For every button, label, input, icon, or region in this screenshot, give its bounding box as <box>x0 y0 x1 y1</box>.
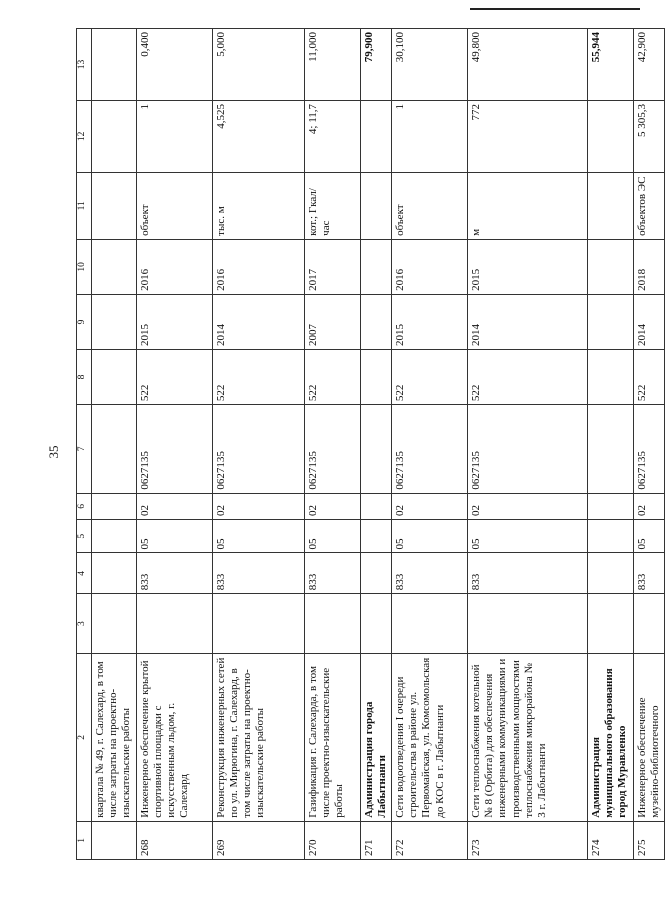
column-header-11: 11 <box>77 172 92 239</box>
cell-col-1: 273 <box>467 821 587 859</box>
cell-col-7: 0627135 <box>633 405 664 494</box>
column-header-3: 3 <box>77 594 92 654</box>
cell-col-5 <box>360 519 391 553</box>
cell-col-8: 522 <box>391 349 467 404</box>
rotated-table-wrapper <box>76 28 662 860</box>
cell-col-4: 833 <box>304 553 360 594</box>
cell-col-8: 522 <box>467 349 587 404</box>
cell-col-2: Администрация муниципального образования город Муравленко <box>587 654 633 822</box>
cell-col-12: 4,525 <box>212 100 304 172</box>
column-header-2: 2 <box>77 654 92 822</box>
cell-col-5: 05 <box>391 519 467 553</box>
cell-col-3 <box>212 594 304 654</box>
cell-col-7: 0627135 <box>467 405 587 494</box>
cell-col-5: 05 <box>467 519 587 553</box>
cell-col-6: 02 <box>467 493 587 519</box>
cell-col-4 <box>92 553 137 594</box>
cell-col-7: 0627135 <box>304 405 360 494</box>
column-header-6: 6 <box>77 493 92 519</box>
cell-col-2: Администрация города Лабытнанги <box>360 654 391 822</box>
cell-col-4: 833 <box>212 553 304 594</box>
cell-col-9 <box>92 294 137 349</box>
cell-col-12 <box>360 100 391 172</box>
cell-col-11: объект <box>136 172 212 239</box>
cell-col-2: Газификация г. Салехарда, в том числе проектно-изыскательские работы <box>304 654 360 822</box>
cell-col-10 <box>360 239 391 294</box>
cell-col-2: Реконструкция инженерных сетей по ул. Мирюгина, г. Салехард, в том числе затраты на проектно-изыскательские работы <box>212 654 304 822</box>
column-header-4: 4 <box>77 553 92 594</box>
cell-col-9: 2015 <box>391 294 467 349</box>
cell-col-2: квартала № 49, г. Салехард, в том числе затраты на проектно-изыскательские работы <box>92 654 137 822</box>
table-row <box>304 29 360 860</box>
cell-col-6: 02 <box>212 493 304 519</box>
cell-col-13: 79,900 <box>360 29 391 101</box>
cell-col-4: 833 <box>467 553 587 594</box>
cell-col-10: 2016 <box>391 239 467 294</box>
cell-col-7: 0627135 <box>391 405 467 494</box>
cell-col-4 <box>587 553 633 594</box>
cell-col-10: 2015 <box>467 239 587 294</box>
table-row <box>467 29 587 860</box>
cell-col-4 <box>360 553 391 594</box>
cell-col-10: 2017 <box>304 239 360 294</box>
cell-col-4: 833 <box>391 553 467 594</box>
cell-col-8: 522 <box>633 349 664 404</box>
table-row <box>92 29 137 860</box>
column-header-13: 13 <box>77 29 92 101</box>
cell-col-3 <box>92 594 137 654</box>
cell-col-12 <box>587 100 633 172</box>
cell-col-13: 30,100 <box>391 29 467 101</box>
cell-col-7: 0627135 <box>212 405 304 494</box>
cell-col-6: 02 <box>136 493 212 519</box>
cell-col-7 <box>92 405 137 494</box>
cell-col-1: 271 <box>360 821 391 859</box>
column-header-10: 10 <box>77 239 92 294</box>
cell-col-8 <box>360 349 391 404</box>
column-header-12: 12 <box>77 100 92 172</box>
column-header-5: 5 <box>77 519 92 553</box>
cell-col-7: 0627135 <box>136 405 212 494</box>
cell-col-5: 05 <box>136 519 212 553</box>
top-rule <box>470 8 640 10</box>
cell-col-2: Сети водоотведения I очереди строительства в районе ул. Первомайская, ул. Комсомольская до КОС в г. Лабытнанги <box>391 654 467 822</box>
cell-col-6: 02 <box>633 493 664 519</box>
column-header-1: 1 <box>77 821 92 859</box>
cell-col-4: 833 <box>633 553 664 594</box>
cell-col-5: 05 <box>633 519 664 553</box>
table-row <box>136 29 212 860</box>
cell-col-3 <box>587 594 633 654</box>
cell-col-4: 833 <box>136 553 212 594</box>
cell-col-12: 4; 11,7 <box>304 100 360 172</box>
table-body <box>92 29 665 860</box>
cell-col-5 <box>587 519 633 553</box>
cell-col-11: объектов ЭС <box>633 172 664 239</box>
cell-col-11: объект <box>391 172 467 239</box>
cell-col-10: 2018 <box>633 239 664 294</box>
table-row <box>360 29 391 860</box>
cell-col-9: 2007 <box>304 294 360 349</box>
column-header-9: 9 <box>77 294 92 349</box>
cell-col-11 <box>587 172 633 239</box>
cell-col-12: 1 <box>136 100 212 172</box>
cell-col-3 <box>633 594 664 654</box>
cell-col-13: 11,000 <box>304 29 360 101</box>
table-row <box>212 29 304 860</box>
cell-col-6 <box>92 493 137 519</box>
cell-col-11 <box>360 172 391 239</box>
cell-col-6: 02 <box>304 493 360 519</box>
cell-col-9: 2014 <box>212 294 304 349</box>
cell-col-10 <box>92 239 137 294</box>
cell-col-10: 2016 <box>212 239 304 294</box>
page-number: 35 <box>46 445 61 459</box>
cell-col-13: 42,900 <box>633 29 664 101</box>
cell-col-1: 274 <box>587 821 633 859</box>
column-header-8: 8 <box>77 349 92 404</box>
cell-col-6 <box>587 493 633 519</box>
cell-col-9 <box>360 294 391 349</box>
cell-col-3 <box>304 594 360 654</box>
cell-col-13: 0,400 <box>136 29 212 101</box>
cell-col-6: 02 <box>391 493 467 519</box>
cell-col-12 <box>92 100 137 172</box>
cell-col-10: 2016 <box>136 239 212 294</box>
investment-table <box>76 28 665 860</box>
cell-col-3 <box>360 594 391 654</box>
cell-col-11: кот.; Гкал/час <box>304 172 360 239</box>
cell-col-9: 2014 <box>467 294 587 349</box>
cell-col-1: 275 <box>633 821 664 859</box>
cell-col-2: Инженерное обеспечение крытой спортивной площадки с искусственным льдом, г. Салехард <box>136 654 212 822</box>
table-row <box>587 29 633 860</box>
cell-col-8: 522 <box>136 349 212 404</box>
cell-col-13: 5,000 <box>212 29 304 101</box>
cell-col-1: 272 <box>391 821 467 859</box>
cell-col-5: 05 <box>304 519 360 553</box>
cell-col-8 <box>587 349 633 404</box>
cell-col-9 <box>587 294 633 349</box>
cell-col-13 <box>92 29 137 101</box>
cell-col-2: Сети теплоснабжения котельной № 8 (Орбита) для обеспечения инженерными коммуникациями и производственными мощностями теплоснабжения микрорайона № 3 г. Лабытнанги <box>467 654 587 822</box>
cell-col-8: 522 <box>304 349 360 404</box>
cell-col-6 <box>360 493 391 519</box>
cell-col-3 <box>136 594 212 654</box>
cell-col-13: 49,800 <box>467 29 587 101</box>
cell-col-8: 522 <box>212 349 304 404</box>
cell-col-3 <box>391 594 467 654</box>
cell-col-7 <box>587 405 633 494</box>
cell-col-9: 2014 <box>633 294 664 349</box>
cell-col-10 <box>587 239 633 294</box>
cell-col-11: тыс. м <box>212 172 304 239</box>
cell-col-8 <box>92 349 137 404</box>
cell-col-11: м <box>467 172 587 239</box>
cell-col-1: 270 <box>304 821 360 859</box>
table-row <box>391 29 467 860</box>
cell-col-12: 1 <box>391 100 467 172</box>
cell-col-7 <box>360 405 391 494</box>
cell-col-13: 55,944 <box>587 29 633 101</box>
cell-col-9: 2015 <box>136 294 212 349</box>
cell-col-1 <box>92 821 137 859</box>
cell-col-1: 269 <box>212 821 304 859</box>
cell-col-1: 268 <box>136 821 212 859</box>
cell-col-3 <box>467 594 587 654</box>
cell-col-12: 772 <box>467 100 587 172</box>
table-row <box>633 29 664 860</box>
cell-col-5 <box>92 519 137 553</box>
cell-col-2: Инженерное обеспечение музейно-библиотечного <box>633 654 664 822</box>
header-row <box>77 29 92 860</box>
cell-col-5: 05 <box>212 519 304 553</box>
cell-col-12: 5 305,3 <box>633 100 664 172</box>
column-header-7: 7 <box>77 405 92 494</box>
cell-col-11 <box>92 172 137 239</box>
